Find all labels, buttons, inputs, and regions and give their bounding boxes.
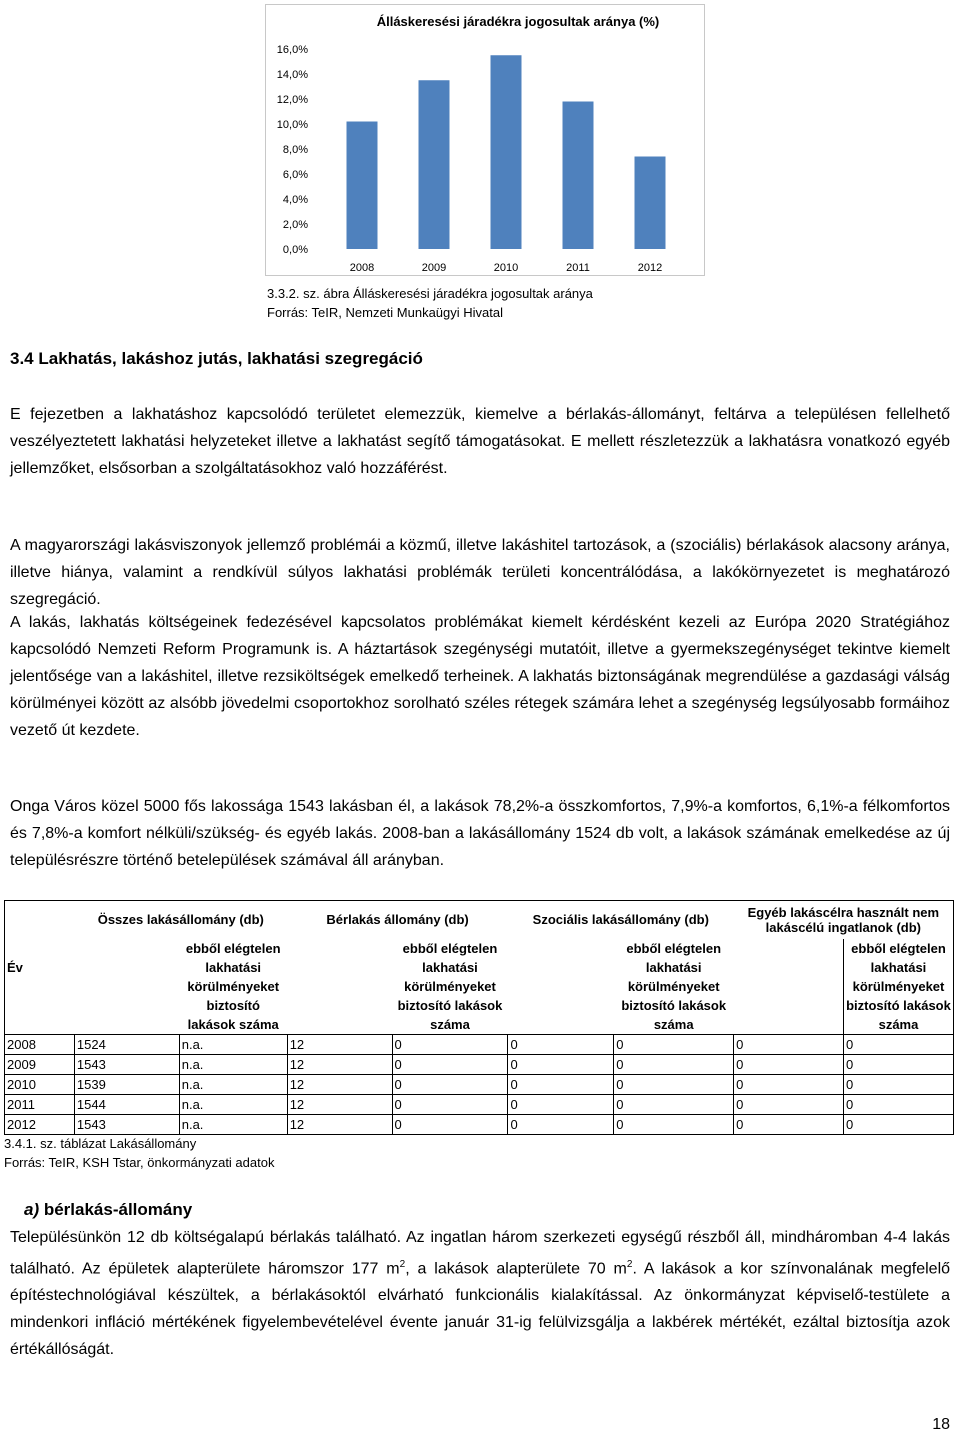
bar-2010 — [491, 55, 522, 249]
table-cell: 12 — [287, 1074, 392, 1094]
sub-header-rental: ebből elégtelen lakhatási körülményeket biztosító lakások száma — [397, 940, 503, 1032]
chart-title: Álláskeresési járadékra jogosultak aránya (%) — [376, 14, 660, 29]
paragraph-costs: A lakás, lakhatás költségeinek fedezésével kapcsolatos problémákat kiemelt kérdésként kezeli az Európa 2020 Stratégiához kapcsolódó Nemzeti Reform Programunk is. A háztartások szegénységi mutatóit, illetve a gyermekszegénységet tekintve kiemelt jelentősége van a lakáshitel, illetve rezsiköltségek emelkedő terheinek. A lakhatás biztonságának megrendülése a gazdasági válság körülményei között az alsóbb jövedelmi csoportokhoz sorolható széles rétegek számára lehet a szegénység legsúlyosabb formáihoz vezető út kezdete. — [10, 614, 950, 739]
table-cell: 12 — [287, 1094, 392, 1114]
table-cell: 0 — [734, 1114, 844, 1134]
table-caption-title: 3.4.1. sz. táblázat Lakásállomány — [4, 1136, 197, 1151]
table-cell: 1544 — [74, 1094, 179, 1114]
table-cell: n.a. — [179, 1054, 287, 1074]
table-cell: 0 — [734, 1054, 844, 1074]
table-cell: 0 — [843, 1074, 953, 1094]
table-cell: 0 — [734, 1074, 844, 1094]
table-cell: 0 — [508, 1094, 614, 1114]
subsection-heading — [24, 1200, 192, 1220]
table-cell: 2012 — [5, 1114, 75, 1134]
chart-caption-source: Forrás: TeIR, Nemzeti Munkaügyi Hivatal — [267, 305, 504, 320]
table-caption-source: Forrás: TeIR, KSH Tstar, önkormányzati adatok — [4, 1155, 275, 1170]
table-cell: 0 — [392, 1114, 508, 1134]
table-cell: 1524 — [74, 1034, 179, 1054]
y-tick-label: 0,0% — [282, 244, 308, 256]
bar-chart — [266, 5, 706, 277]
section-heading: 3.4 Lakhatás, lakáshoz jutás, lakhatási szegregáció — [10, 349, 423, 368]
table-cell: 2009 — [5, 1054, 75, 1074]
col-other-header: Egyéb lakáscélra használt nem lakáscélú ingatlanok (db) — [734, 901, 954, 939]
paragraph-onga-housing: Onga Város közel 5000 fős lakossága 1543 lakásban él, a lakások 78,2%-a összkomfortos, 7,9%-a komfortos, 6,1%-a félkomfortos és 7,8%-a komfort nélküli/szükség- és egyéb lakás. 2008-ban a lakásállomány 1524 db volt, a lakások számának emelkedése az új településrészre történő betelepülések számával áll arányban. — [10, 798, 950, 869]
paragraph-intro: E fejezetben a lakhatáshoz kapcsolódó területet elemezzük, kiemelve a bérlakás-állományt, feltárva a településen fellelhető veszélyeztetett lakhatási helyzeteket illetve a lakhatást segítő támogatásokat. E mellett részletezzük a lakhatásra vonatkozó egyéb jellemzőket, elsősorban a szolgáltatásokhoz való hozzáférést. — [10, 406, 950, 477]
table-cell: 0 — [508, 1034, 614, 1054]
x-tick-label: 2009 — [421, 262, 447, 274]
table-cell: 2010 — [5, 1074, 75, 1094]
table-cell: 0 — [614, 1054, 734, 1074]
page-number: 18 — [932, 1416, 950, 1433]
col-total-header: Összes lakásállomány (db) — [74, 901, 287, 939]
table-row — [5, 1094, 954, 1114]
table-cell: 0 — [614, 1114, 734, 1134]
table-cell: n.a. — [179, 1094, 287, 1114]
housing-table — [4, 900, 954, 1135]
subsection-title: bérlakás-állomány — [39, 1200, 193, 1219]
table-cell: 0 — [843, 1114, 953, 1134]
table-cell: 12 — [287, 1034, 392, 1054]
table-cell: 2011 — [5, 1094, 75, 1114]
y-tick-label: 12,0% — [276, 94, 308, 106]
x-tick-label: 2010 — [493, 262, 519, 274]
table-cell: 0 — [392, 1054, 508, 1074]
table-cell: 12 — [287, 1114, 392, 1134]
table-row — [5, 1034, 954, 1054]
bar-2008 — [347, 122, 378, 250]
table-cell: 0 — [392, 1074, 508, 1094]
sub-header-other: ebből elégtelen lakhatási körülményeket biztosító lakások száma — [843, 939, 953, 1035]
sub-header-social: ebből elégtelen lakhatási körülményeket biztosító lakások száma — [621, 940, 727, 1032]
chart-caption-title: 3.3.2. sz. ábra Álláskeresési járadékra jogosultak aránya — [267, 286, 593, 301]
table-cell: 0 — [734, 1034, 844, 1054]
y-tick-label: 16,0% — [276, 44, 308, 56]
subsection-marker: a) — [24, 1200, 40, 1219]
rental-text-a: Településünkön 12 db költségalapú bérlakás található. Az ingatlan három szerkezeti egységű részből áll, mindháromban 4-4 lakás található. Az épületek alapterülete háromszor 177 m — [10, 1229, 950, 1278]
y-tick-label: 4,0% — [282, 194, 308, 206]
x-tick-label: 2012 — [637, 262, 663, 274]
y-tick-label: 8,0% — [282, 144, 308, 156]
rental-text-b: , a lakások alapterülete 70 m — [405, 1260, 627, 1278]
table-cell: 0 — [508, 1054, 614, 1074]
table-cell: n.a. — [179, 1034, 287, 1054]
table-cell: 0 — [392, 1034, 508, 1054]
paragraph-rental — [10, 1224, 950, 1363]
x-tick-label: 2008 — [349, 262, 375, 274]
table-cell: 0 — [614, 1094, 734, 1114]
table-cell: n.a. — [179, 1074, 287, 1094]
table-cell: n.a. — [179, 1114, 287, 1134]
table-row — [5, 1074, 954, 1094]
table-row — [5, 1054, 954, 1074]
y-tick-label: 6,0% — [282, 169, 308, 181]
table-cell: 1543 — [74, 1054, 179, 1074]
table-cell: 0 — [392, 1094, 508, 1114]
bar-2009 — [419, 80, 450, 249]
table-cell: 2008 — [5, 1034, 75, 1054]
table-cell: 0 — [508, 1074, 614, 1094]
sub-header-total: ebből elégtelen lakhatási körülményeket biztosító lakások száma — [185, 940, 281, 1032]
table-cell: 1543 — [74, 1114, 179, 1134]
x-tick-label: 2011 — [566, 262, 590, 274]
table-cell: 1539 — [74, 1074, 179, 1094]
table-cell: 0 — [508, 1114, 614, 1134]
table-cell: 0 — [614, 1034, 734, 1054]
paragraph-problems: A magyarországi lakásviszonyok jellemző problémái a közmű, illetve lakáshitel tartozások, a (szociális) bérlakások alacsony aránya, illetve hiánya, valamint a rendkívül súlyos lakhatási problémák területi koncentrálódása, a lakókörnyezetet is meghatározó szegregáció. — [10, 537, 950, 608]
table-cell: 0 — [843, 1054, 953, 1074]
rental-text-c: . A lakások a kor színvonalának megfelelő építéstechnológiával készültek, a bérlakásoktól elvárható funkcionális kialakítással. Az önkormányzat képviselő-testülete a mindenkori infláció mértékének figyelembevételével évente január 31-ig felülvizsgálja a lakbérek mértékét, ezáltal biztosítja azok értékállóságát. — [10, 1260, 951, 1359]
bar-2012 — [635, 157, 666, 250]
y-tick-label: 14,0% — [276, 69, 308, 81]
table-row — [5, 1114, 954, 1134]
chart-caption — [267, 284, 593, 322]
table-caption — [4, 1134, 274, 1172]
table-cell: 12 — [287, 1054, 392, 1074]
sup-area-2: 2 — [626, 1259, 633, 1270]
table-cell: 0 — [843, 1034, 953, 1054]
table-cell: 0 — [614, 1074, 734, 1094]
chart-frame — [265, 4, 705, 276]
table-cell: 0 — [734, 1094, 844, 1114]
col-year-header: Év — [5, 901, 75, 1035]
table-cell: 0 — [843, 1094, 953, 1114]
y-tick-label: 10,0% — [276, 119, 308, 131]
y-tick-label: 2,0% — [282, 219, 308, 231]
col-social-header: Szociális lakásállomány (db) — [508, 901, 734, 939]
col-rental-header: Bérlakás állomány (db) — [287, 901, 508, 939]
bar-2011 — [563, 102, 594, 250]
sup-area-1: 2 — [399, 1259, 406, 1270]
